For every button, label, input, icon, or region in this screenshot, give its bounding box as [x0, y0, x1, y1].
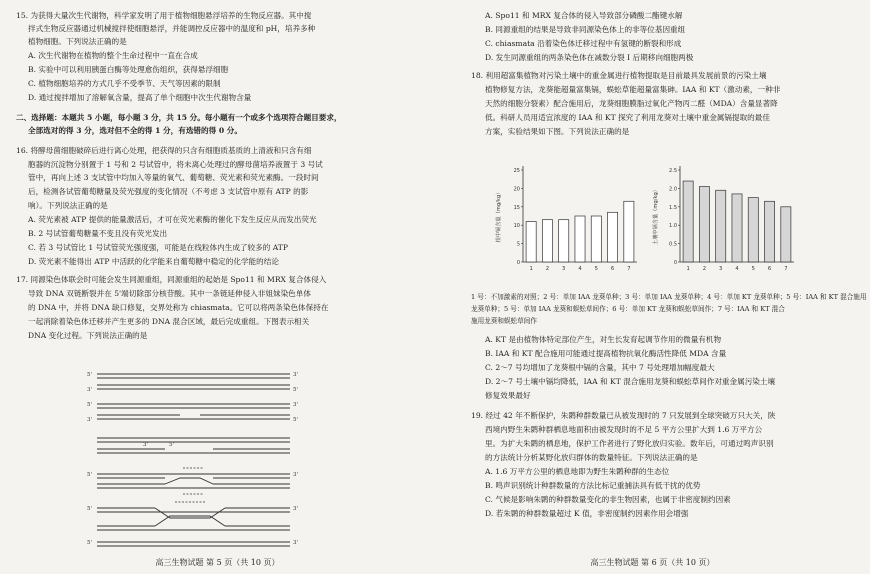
bar: [575, 216, 585, 262]
page-footer: 高三生物试题 第 5 页（共 10 页）: [155, 557, 280, 567]
q19-line: 的方法统计分析某野化放归群体的数量特征。下列说法正确的是: [485, 453, 698, 462]
q17-line: 导致 DNA 双链断裂并在 5'端切除部分核苷酸。其中一条链延伸侵入非姐妹染色单体: [28, 289, 311, 298]
dna-recombination-diagram: [85, 366, 305, 550]
three-prime-label: 3': [293, 540, 299, 546]
y-axis-label: 土壤中镉含量（mg/kg）: [653, 187, 659, 245]
q16-line: 响）。下列说法正确的是: [28, 201, 108, 210]
x-tick-label: 3: [719, 266, 723, 272]
q15-option-a: A. 次生代谢物在植物的整个生命过程中一直在合成: [28, 51, 198, 60]
five-prime-label: 5': [293, 387, 299, 393]
x-tick-label: 5: [594, 266, 598, 272]
five-prime-label: 5': [87, 506, 93, 512]
section-title: 二、选择题：本题共 5 小题，每小题 3 分，共 15 分。每小题有一个或多个选项符合题目要求，: [16, 113, 342, 122]
bar: [699, 187, 709, 262]
q17-option-d: D. 发生同源重组的两条染色体在减数分裂 I 后期移向细胞两极: [485, 53, 694, 62]
right-page: [435, 0, 870, 574]
x-tick-label: 7: [784, 266, 788, 272]
x-tick-label: 5: [751, 266, 755, 272]
q15-line: 拌式生物反应器通过机械搅拌使细胞悬浮，并能调控反应器中的温度和 pH，培养多种: [28, 24, 316, 33]
q19-option-a: A. 1.6 万平方公里的栖息地即为野生朱鹮种群的生态位: [485, 467, 670, 476]
q18-line: 18. 利用超富集植物对污染土壤中的重金属进行植物提取是目前最具发展前景的污染土壤: [471, 71, 767, 80]
section-title-line2: 全部选对的得 3 分，选对但不全的得 1 分，有选错的得 0 分。: [28, 126, 242, 135]
y-tick-label: 2.5: [669, 168, 677, 174]
three-prime-label: 3': [293, 472, 299, 478]
q17-line: DNA 变化过程。下列说法正确的是: [28, 331, 148, 340]
page-footer: 高三生物试题 第 6 页（共 10 页）: [590, 557, 715, 567]
bar: [591, 216, 601, 262]
bar: [559, 220, 569, 262]
bar: [624, 201, 634, 262]
five-prime-label: 5': [87, 372, 93, 378]
y-tick-label: 2.0: [669, 186, 677, 193]
chart-legend-line: 1 号：不加激素的对照；2 号：单加 IAA 龙葵单种；3 号：单加 IAA 龙葵单种；4 号：单加 KT 龙葵单种；5 号：IAA 和 KT 混合施用: [471, 293, 867, 301]
q17-option-b: B. 同源重组的结果是导致非同源染色体上的非等位基因重组: [485, 25, 686, 34]
x-tick-label: 4: [735, 266, 739, 272]
q16-line: 胞器的沉淀物分别置于 1 号和 2 号试管中，将未离心处理过的酵母菌培养液置于 3 号试: [28, 160, 323, 169]
three-prime-label: 3': [87, 417, 93, 423]
three-prime-label: 3': [293, 506, 299, 512]
y-tick-label: 0: [673, 260, 677, 266]
y-axis-label: 根中镉含量（mg/kg）: [496, 189, 502, 243]
y-tick-label: 5: [516, 241, 520, 248]
soil-cadmium-chart: [650, 160, 800, 280]
q15-line: 植物细胞。下列说法正确的是: [28, 37, 127, 46]
q16-line: 管中，再向上述 3 支试管中均加入等量的氧气、葡萄糖、荧光素和荧光素酶。一段时间: [28, 173, 319, 182]
q19-option-b: B. 鸣声识别统计种群数量的方法比标记重捕法具有低干扰的优势: [485, 481, 701, 490]
three-prime-label: 3': [293, 402, 299, 408]
q17-option-a: A. Spo11 和 MRX 复合体的侵入导致部分磷酸二酯键水解: [485, 11, 683, 20]
q18-option-d: D. 2～7 号土壤中镉均降低，IAA 和 KT 混合施用龙葵和蜈蚣草间作对重金属污染土壤: [485, 377, 776, 386]
y-tick-label: 0: [516, 260, 520, 266]
chart-legend-line: 龙葵单种；5 号：单加 IAA 龙葵和蜈蚣草间作；6 号：单加 KT 龙葵和蜈蚣草间作；7 号：IAA 和 KT 混合: [471, 305, 785, 313]
q17-line: 17. 同源染色体联会时可能会发生同源重组，同源重组的起始是 Spo11 和 MRX 复合体侵入: [16, 275, 327, 284]
root-cadmium-chart: [493, 160, 643, 280]
x-tick-label: 2: [545, 266, 550, 272]
q15-option-d: D. 通过搅拌增加了溶解氧含量，提高了单个细胞中次生代谢物含量: [28, 93, 252, 102]
bar: [748, 198, 758, 262]
q19-line: 19. 经过 42 年不断保护，朱鹮种群数量已从被发现时的 7 只发展到全球突破万只大关，陕: [471, 411, 776, 420]
bar: [781, 207, 791, 262]
q18-option-c: C. 2～7 号均增加了龙葵根中镉的含量，其中 7 号处理增加幅度最大: [485, 363, 715, 372]
x-tick-label: 1: [686, 266, 690, 272]
bar: [683, 181, 693, 262]
five-prime-label: 5': [87, 472, 93, 478]
three-prime-label: 3': [293, 372, 299, 378]
q17-line: 一起消除着染色体迁移并产生更多的 DNA 混合区域，最后完成重组。下图表示相关: [28, 317, 310, 326]
three-prime-label: 3': [87, 387, 93, 393]
x-tick-label: 6: [610, 266, 615, 272]
x-tick-label: 7: [627, 266, 631, 272]
q18-line: 低。科研人员用适宜浓度的 IAA 和 KT 探究了利用龙葵对土壤中重金属镉提取的最佳: [485, 113, 770, 122]
three-prime-label: 3': [143, 442, 149, 448]
bar: [542, 220, 552, 262]
y-tick-label: 1.0: [669, 223, 677, 230]
q16-line: 16. 将酵母菌细胞破碎后进行离心处理，把获得的只含有细胞质基质的上清液和只含有细: [16, 146, 312, 155]
q16-option-d: D. 荧光素不能得出 ATP 中活跃的化学能来自葡萄糖中稳定的化学能的结论: [28, 257, 279, 266]
five-prime-label: 5': [169, 442, 175, 448]
q15-line: 15. 为获得大量次生代谢物，科学家发明了用于植物细胞悬浮培养的生物反应器。其中搅: [16, 11, 312, 20]
q19-line: 西境内野生朱鹮种群栖息地面积由被发现时的不足 5 平方公里扩大到 1.6 万平方公: [485, 425, 763, 434]
x-tick-label: 6: [767, 266, 772, 272]
bar: [526, 222, 536, 262]
q18-line: 植物修复方法，龙葵能超量富集镉，蜈蚣草能超量富集砷。IAA 和 KT（激动素，一种非: [485, 85, 781, 94]
chart-legend-line: 施用龙葵和蜈蚣草间作: [471, 317, 537, 325]
q15-option-b: B. 实验中可以利用胰蛋白酶等处理愈伤组织，获得悬浮细胞: [28, 65, 229, 74]
x-tick-label: 4: [578, 266, 582, 272]
q16-option-b: B. 2 号试管葡萄糖量不变且没有荧光发出: [28, 229, 168, 238]
q16-option-a: A. 荧光素被 ATP 提供的能量激活后，才可在荧光素酶的催化下发生反应从而发出荧光: [28, 215, 317, 224]
q17-option-c: C. chiasmata 沿着染色体迁移过程中有氢键的断裂和形成: [485, 39, 682, 48]
five-prime-label: 5': [87, 402, 93, 408]
bar: [732, 194, 742, 262]
q16-line: 后，检测各试管葡萄糖量及荧光强度的变化情况（不考虑 3 支试管中原有 ATP 的影: [28, 187, 309, 196]
dna-strand: [155, 508, 225, 518]
q15-option-c: C. 植物细胞培养的方式几乎不受季节、天气等因素的限制: [28, 79, 221, 88]
q16-option-c: C. 若 3 号试管比 1 号试管荧光强度强，可能是在线粒体内生成了较多的 ATP: [28, 243, 288, 252]
x-tick-label: 2: [702, 266, 707, 272]
q19-line: 里。为扩大朱鹮的栖息地，保护工作者进行了野化放归实验。数年后，可通过鸣声识别: [485, 439, 774, 448]
x-tick-label: 3: [562, 266, 566, 272]
x-tick-label: 1: [529, 266, 533, 272]
five-prime-label: 5': [87, 540, 93, 546]
q18-option-d-cont: 修复效果最好: [485, 391, 531, 400]
dna-strand: [165, 478, 213, 484]
bar: [608, 212, 618, 262]
dna-strand: [155, 516, 225, 526]
q18-line: 天然的细胞分裂素）配合施用后，龙葵细胞膜脂过氧化产物丙二醛（MDA）含量显著降: [485, 99, 778, 108]
y-tick-label: 15: [513, 204, 520, 211]
q18-option-b: B. IAA 和 KT 配合施用可能通过提高植物抗氧化酶活性降低 MDA 含量: [485, 349, 727, 358]
y-tick-label: 10: [513, 223, 520, 230]
q17-line: 的 DNA 中，并将 DNA 缺口修复，交界处称为 chiasmata。它可以将两条染色体保持在: [28, 303, 329, 312]
five-prime-label: 5': [293, 417, 299, 423]
y-tick-label: 25: [513, 168, 520, 174]
bar: [716, 190, 726, 262]
q18-option-a: A. KT 是由植物体特定部位产生，对生长发育起调节作用的微量有机物: [485, 335, 722, 344]
q18-line: 方案，实验结果如下图。下列说法正确的是: [485, 127, 630, 136]
y-tick-label: 20: [513, 186, 520, 193]
y-tick-label: 1.5: [669, 204, 677, 211]
q19-option-d: D. 若朱鹮的种群数量超过 K 值，非密度制约因素作用会增强: [485, 509, 689, 518]
y-tick-label: 0.5: [669, 241, 677, 248]
q19-option-c: C. 气候是影响朱鹮的种群数量变化的非生物因素，也属于非密度制约因素: [485, 495, 731, 504]
bar: [765, 201, 775, 262]
